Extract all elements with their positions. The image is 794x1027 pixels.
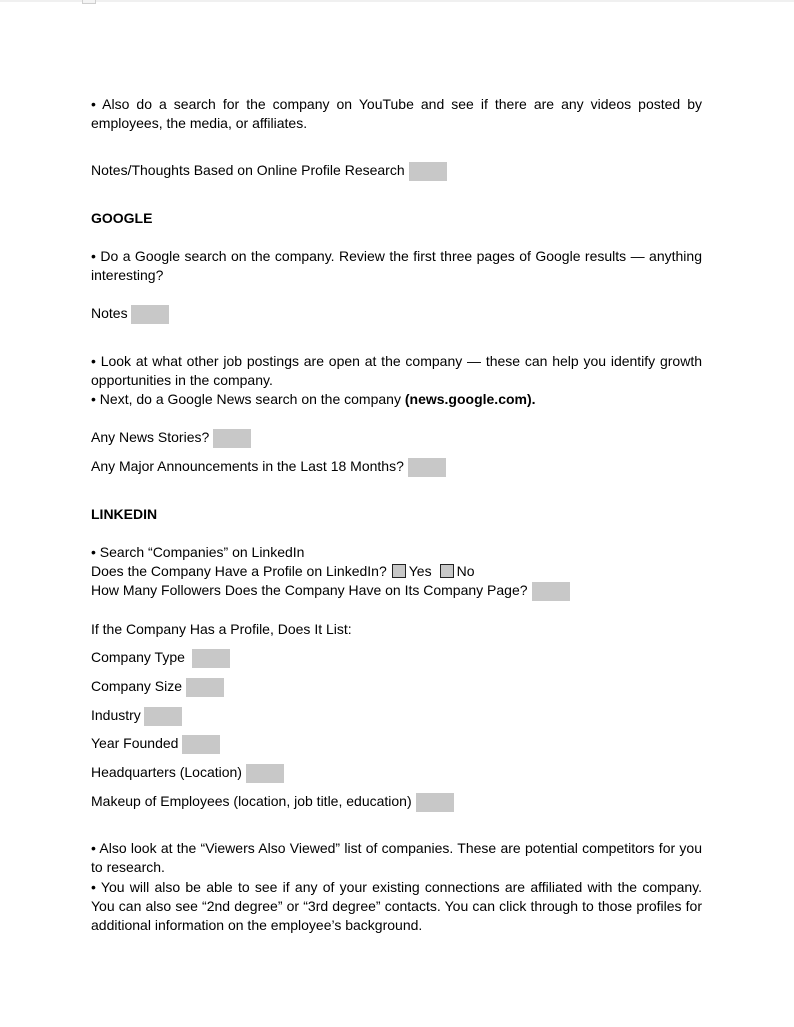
connections-bullet: • You will also be able to see if any of your existing connections are affiliated with the company. You can also see “2nd degree” or “3rd degree” contacts. You can click through to those profiles for additional information on the employee’s background. — [91, 879, 702, 933]
company-size-row — [91, 677, 702, 697]
no-checkbox[interactable] — [440, 564, 454, 578]
company-type-label: Company Type — [91, 649, 185, 665]
profile-list-intro: If the Company Has a Profile, Does It List: — [91, 621, 352, 637]
followers-label: How Many Followers Does the Company Have on Its Company Page? — [91, 582, 528, 598]
industry-label: Industry — [91, 707, 141, 723]
news-stories-field[interactable] — [213, 429, 251, 448]
youtube-bullet: • Also do a search for the company on YouTube and see if there are any videos posted by employees, the media, or affiliates. — [91, 96, 702, 131]
employee-makeup-row — [91, 792, 702, 812]
yes-label: Yes — [408, 563, 432, 579]
news-stories-label: Any News Stories? — [91, 429, 210, 445]
announcements-field[interactable] — [408, 458, 446, 477]
employee-makeup-label: Makeup of Employees (location, job title, education) — [91, 793, 412, 809]
industry-field[interactable] — [144, 707, 182, 726]
google-notes-field[interactable] — [131, 305, 169, 324]
headquarters-row — [91, 763, 702, 783]
year-founded-field[interactable] — [182, 735, 220, 754]
company-size-label: Company Size — [91, 678, 183, 694]
viewers-also-viewed-bullet: • Also look at the “Viewers Also Viewed” list of companies. These are potential competitors for you to research. — [91, 840, 702, 875]
followers-field[interactable] — [532, 582, 570, 601]
linkedin-search-bullet: • Search “Companies” on LinkedIn — [91, 544, 305, 560]
google-search-bullet: • Do a Google search on the company. Review the first three pages of Google results — anything interesting? — [91, 248, 702, 283]
announcements-label: Any Major Announcements in the Last 18 Months? — [91, 458, 404, 474]
job-postings-bullet: • Look at what other job postings are open at the company — these can help you identify growth opportunities in the company. — [91, 353, 702, 388]
google-notes-row — [91, 304, 702, 324]
google-notes-label: Notes — [91, 305, 128, 321]
google-news-bullet — [91, 390, 702, 409]
google-heading: GOOGLE — [91, 210, 153, 226]
google-news-bullet-text: • Next, do a Google News search on the company — [91, 391, 405, 407]
online-notes-label: Notes/Thoughts Based on Online Profile Research — [91, 162, 405, 178]
online-notes-row — [91, 161, 702, 181]
announcements-row — [91, 457, 702, 477]
year-founded-label: Year Founded — [91, 735, 179, 751]
page-top-edge — [0, 0, 794, 2]
online-notes-field[interactable] — [409, 162, 447, 181]
headquarters-label: Headquarters (Location) — [91, 764, 242, 780]
linkedin-heading: LINKEDIN — [91, 506, 158, 522]
yes-checkbox[interactable] — [392, 564, 406, 578]
news-stories-row — [91, 428, 702, 448]
page-corner-marker — [82, 0, 96, 4]
linkedin-profile-row — [91, 562, 702, 581]
headquarters-field[interactable] — [246, 764, 284, 783]
employee-makeup-field[interactable] — [416, 793, 454, 812]
year-founded-row — [91, 734, 702, 754]
company-type-field[interactable] — [192, 649, 230, 668]
company-size-field[interactable] — [186, 678, 224, 697]
linkedin-profile-question: Does the Company Have a Profile on LinkedIn? — [91, 563, 387, 579]
company-type-row — [91, 648, 702, 668]
followers-row — [91, 581, 702, 601]
industry-row — [91, 706, 702, 726]
google-news-link-text: (news.google.com). — [404, 391, 536, 407]
no-label: No — [456, 563, 475, 579]
